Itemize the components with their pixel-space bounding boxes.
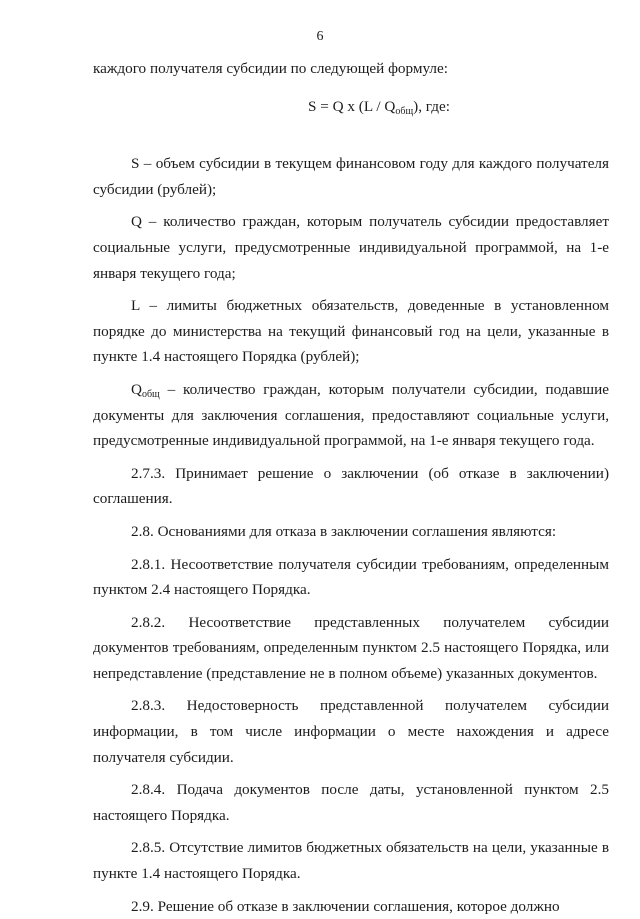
definition-symbol: Q xyxy=(131,380,142,398)
paragraph-2-8-2: 2.8.2. Несоответствие представленных получателем субсидии документов требованиям, определенным пунктом 2.5 настоящего Порядка, или непредставление (представление не в полном объеме) указанных документов. xyxy=(93,613,609,682)
paragraph-2-8: 2.8. Основаниями для отказа в заключении соглашения являются: xyxy=(131,522,557,540)
page-number: 6 xyxy=(316,29,324,44)
paragraph-2-7-3: 2.7.3. Принимает решение о заключении (об отказе в заключении) соглашения. xyxy=(93,464,609,508)
formula-subscript: общ xyxy=(395,105,414,117)
paragraph-2-9: 2.9. Решение об отказе в заключении соглашения, которое должно xyxy=(131,897,560,915)
definition-subscript: общ xyxy=(141,388,160,400)
definition-text: – объем субсидии в текущем финансовом году для каждого получателя субсидии (рублей); xyxy=(93,155,609,198)
definition-symbol: Q xyxy=(131,213,142,231)
document-body xyxy=(93,56,609,919)
definition-text: – количество граждан, которым получатель субсидии предоставляет социальные услуги, предусмотренные индивидуальной программой, на 1-е января текущего года; xyxy=(93,213,609,282)
definition-l xyxy=(93,293,609,370)
definition-q xyxy=(93,209,609,286)
paragraph-2-8-5: 2.8.5. Отсутствие лимитов бюджетных обязательств на цели, указанные в пункте 1.4 настоящего Порядка. xyxy=(93,839,609,883)
definition-symbol: S xyxy=(131,155,140,173)
formula-prefix: S = Q x (L / Q xyxy=(308,97,396,115)
definition-s xyxy=(93,151,609,202)
paragraph-2-8-1: 2.8.1. Несоответствие получателя субсидии требованиям, определенным пунктом 2.4 настоящего Порядка. xyxy=(93,555,609,599)
paragraph-2-8-3: 2.8.3. Недостоверность представленной получателем субсидии информации, в том числе информации о месте нахождения и адресе получателя субсидии. xyxy=(93,697,609,766)
definition-q-total xyxy=(93,377,609,454)
formula xyxy=(93,94,609,120)
definition-text: – количество граждан, которым получатели субсидии, подавшие документы для заключения соглашения, предоставляют социальные услуги, предусмотренные индивидуальной программой, на 1-е января текущего года. xyxy=(93,380,609,450)
formula-suffix: ), где: xyxy=(413,97,450,115)
paragraph-2-8-4: 2.8.4. Подача документов после даты, установленной пунктом 2.5 настоящего Порядка. xyxy=(93,781,609,824)
definition-symbol: L xyxy=(131,297,140,315)
intro-line: каждого получателя субсидии по следующей формуле: xyxy=(93,60,448,77)
definition-text: – лимиты бюджетных обязательств, доведенные в установленном порядке до министерства на текущий финансовый год на цели, указанные в пункте 1.4 настоящего Порядка (рублей); xyxy=(93,297,609,366)
